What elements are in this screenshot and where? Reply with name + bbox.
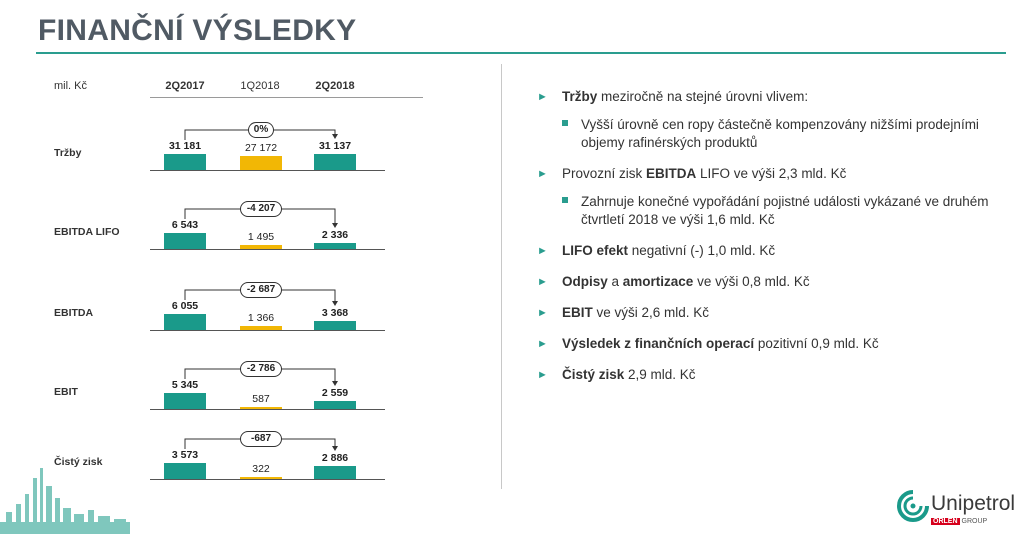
- sub-bullet-item: [537, 116, 997, 152]
- data-label: 3 573: [171, 449, 199, 461]
- bullet-text: ve výši 2,6 mld. Kč: [592, 305, 710, 320]
- bullet-text: negativní (-) 1,0 mld. Kč: [628, 243, 776, 258]
- bullet-text-bold: EBIT: [562, 305, 593, 320]
- bullet-text: meziročně na stejné úrovni vlivem:: [597, 89, 809, 104]
- row-baseline: [150, 409, 385, 410]
- bullet-item: [537, 366, 997, 384]
- brand-tagline: [931, 518, 987, 525]
- bar-2q2018: [314, 321, 356, 330]
- triangle-bullet-icon: ►: [537, 338, 548, 350]
- commentary-list: [537, 88, 997, 384]
- square-bullet-icon: [562, 120, 568, 126]
- page-title: FINANČNÍ VÝSLEDKY: [38, 14, 357, 47]
- bullet-text-bold: Odpisy: [562, 274, 608, 289]
- change-badge: 0%: [248, 122, 274, 138]
- bullet-item: [537, 165, 997, 183]
- change-badge: -4 207: [240, 201, 282, 217]
- data-label: 1 495: [247, 231, 275, 243]
- bullet-text-bold: Tržby: [562, 89, 598, 104]
- bullet-text: Zahrnuje konečné vypořádání pojistné události vykázané ve druhém čtvrtletí 2018 ve výši 1,6 mld. Kč: [581, 194, 989, 227]
- bullet-text: 2,9 mld. Kč: [624, 367, 696, 382]
- bullet-item: [537, 242, 997, 260]
- data-label: 3 368: [321, 307, 349, 319]
- data-label: 1 366: [247, 312, 275, 324]
- bullet-text: Provozní zisk: [562, 166, 647, 181]
- refinery-skyline-graphic: [0, 464, 130, 534]
- triangle-bullet-icon: ►: [537, 307, 548, 319]
- data-label: 2 336: [321, 229, 349, 241]
- row-baseline: [150, 170, 385, 171]
- row-baseline: [150, 330, 385, 331]
- bar-2q2018: [314, 154, 356, 170]
- bar-2q2017: [164, 233, 206, 249]
- row-label: EBIT: [54, 386, 78, 398]
- row-baseline: [150, 249, 385, 250]
- bar-2q2017: [164, 393, 206, 409]
- triangle-bullet-icon: ►: [537, 168, 548, 180]
- triangle-bullet-icon: ►: [537, 91, 548, 103]
- row-label: Tržby: [54, 147, 82, 159]
- triangle-bullet-icon: ►: [537, 369, 548, 381]
- bar-1q2018: [240, 407, 282, 409]
- bullet-text: pozitivní 0,9 mld. Kč: [754, 336, 879, 351]
- bullet-item: [537, 304, 997, 322]
- bullet-text: a: [607, 274, 623, 289]
- column-divider: [501, 64, 502, 489]
- bar-2q2017: [164, 463, 206, 479]
- change-badge: -687: [240, 431, 282, 447]
- bullet-text-bold: LIFO efekt: [562, 243, 629, 258]
- row-label: Čistý zisk: [54, 456, 103, 468]
- bullet-item: [537, 88, 997, 106]
- bullet-item: [537, 273, 997, 291]
- data-label: 2 886: [321, 452, 349, 464]
- data-label: 27 172: [244, 142, 278, 154]
- triangle-bullet-icon: ►: [537, 276, 548, 288]
- data-label: 2 559: [321, 387, 349, 399]
- bar-2q2018: [314, 401, 356, 409]
- sub-bullet-item: [537, 193, 997, 229]
- brand-name: Unipetrol: [931, 492, 1016, 515]
- group-label: GROUP: [961, 518, 988, 525]
- title-underline: [36, 52, 1006, 54]
- change-badge: -2 687: [240, 282, 282, 298]
- data-label: 31 181: [168, 140, 202, 152]
- row-label: EBITDA: [54, 307, 94, 319]
- data-label: 31 137: [318, 140, 352, 152]
- unit-label: mil. Kč: [54, 80, 87, 92]
- bar-1q2018: [240, 326, 282, 330]
- data-label: 322: [252, 463, 270, 475]
- bullet-item: [537, 335, 997, 353]
- change-badge: -2 786: [240, 361, 282, 377]
- row-baseline: [150, 479, 385, 480]
- period-header-2q2018: 2Q2018: [315, 80, 355, 92]
- bar-1q2018: [240, 245, 282, 249]
- bullet-text-bold: EBITDA: [646, 166, 697, 181]
- bar-1q2018: [240, 156, 282, 170]
- data-label: 587: [252, 393, 270, 405]
- bar-2q2017: [164, 154, 206, 170]
- data-label: 6 543: [171, 219, 199, 231]
- period-header-2q2017: 2Q2017: [165, 80, 205, 92]
- square-bullet-icon: [562, 197, 568, 203]
- header-rule: [150, 97, 423, 98]
- bullet-text: ve výši 0,8 mld. Kč: [693, 274, 810, 289]
- bullet-text: LIFO ve výši 2,3 mld. Kč: [696, 166, 847, 181]
- triangle-bullet-icon: ►: [537, 245, 548, 257]
- orlen-badge: ORLEN: [933, 518, 958, 525]
- bullet-text-bold: amortizace: [622, 274, 694, 289]
- bullet-text: Vyšší úrovně cen ropy částečně kompenzovány nižšími prodejními objemy rafinérských produktů: [581, 117, 979, 150]
- bar-2q2018: [314, 466, 356, 479]
- bullet-text-bold: Výsledek z finančních operací: [562, 336, 755, 351]
- data-label: 6 055: [171, 300, 199, 312]
- bar-2q2017: [164, 314, 206, 330]
- unipetrol-logo-icon: [895, 488, 931, 524]
- bullet-text-bold: Čistý zisk: [562, 367, 625, 382]
- data-label: 5 345: [171, 379, 199, 391]
- bar-2q2018: [314, 243, 356, 249]
- bar-1q2018: [240, 477, 282, 479]
- row-label: EBITDA LIFO: [54, 226, 120, 238]
- period-header-1q2018: 1Q2018: [240, 80, 280, 92]
